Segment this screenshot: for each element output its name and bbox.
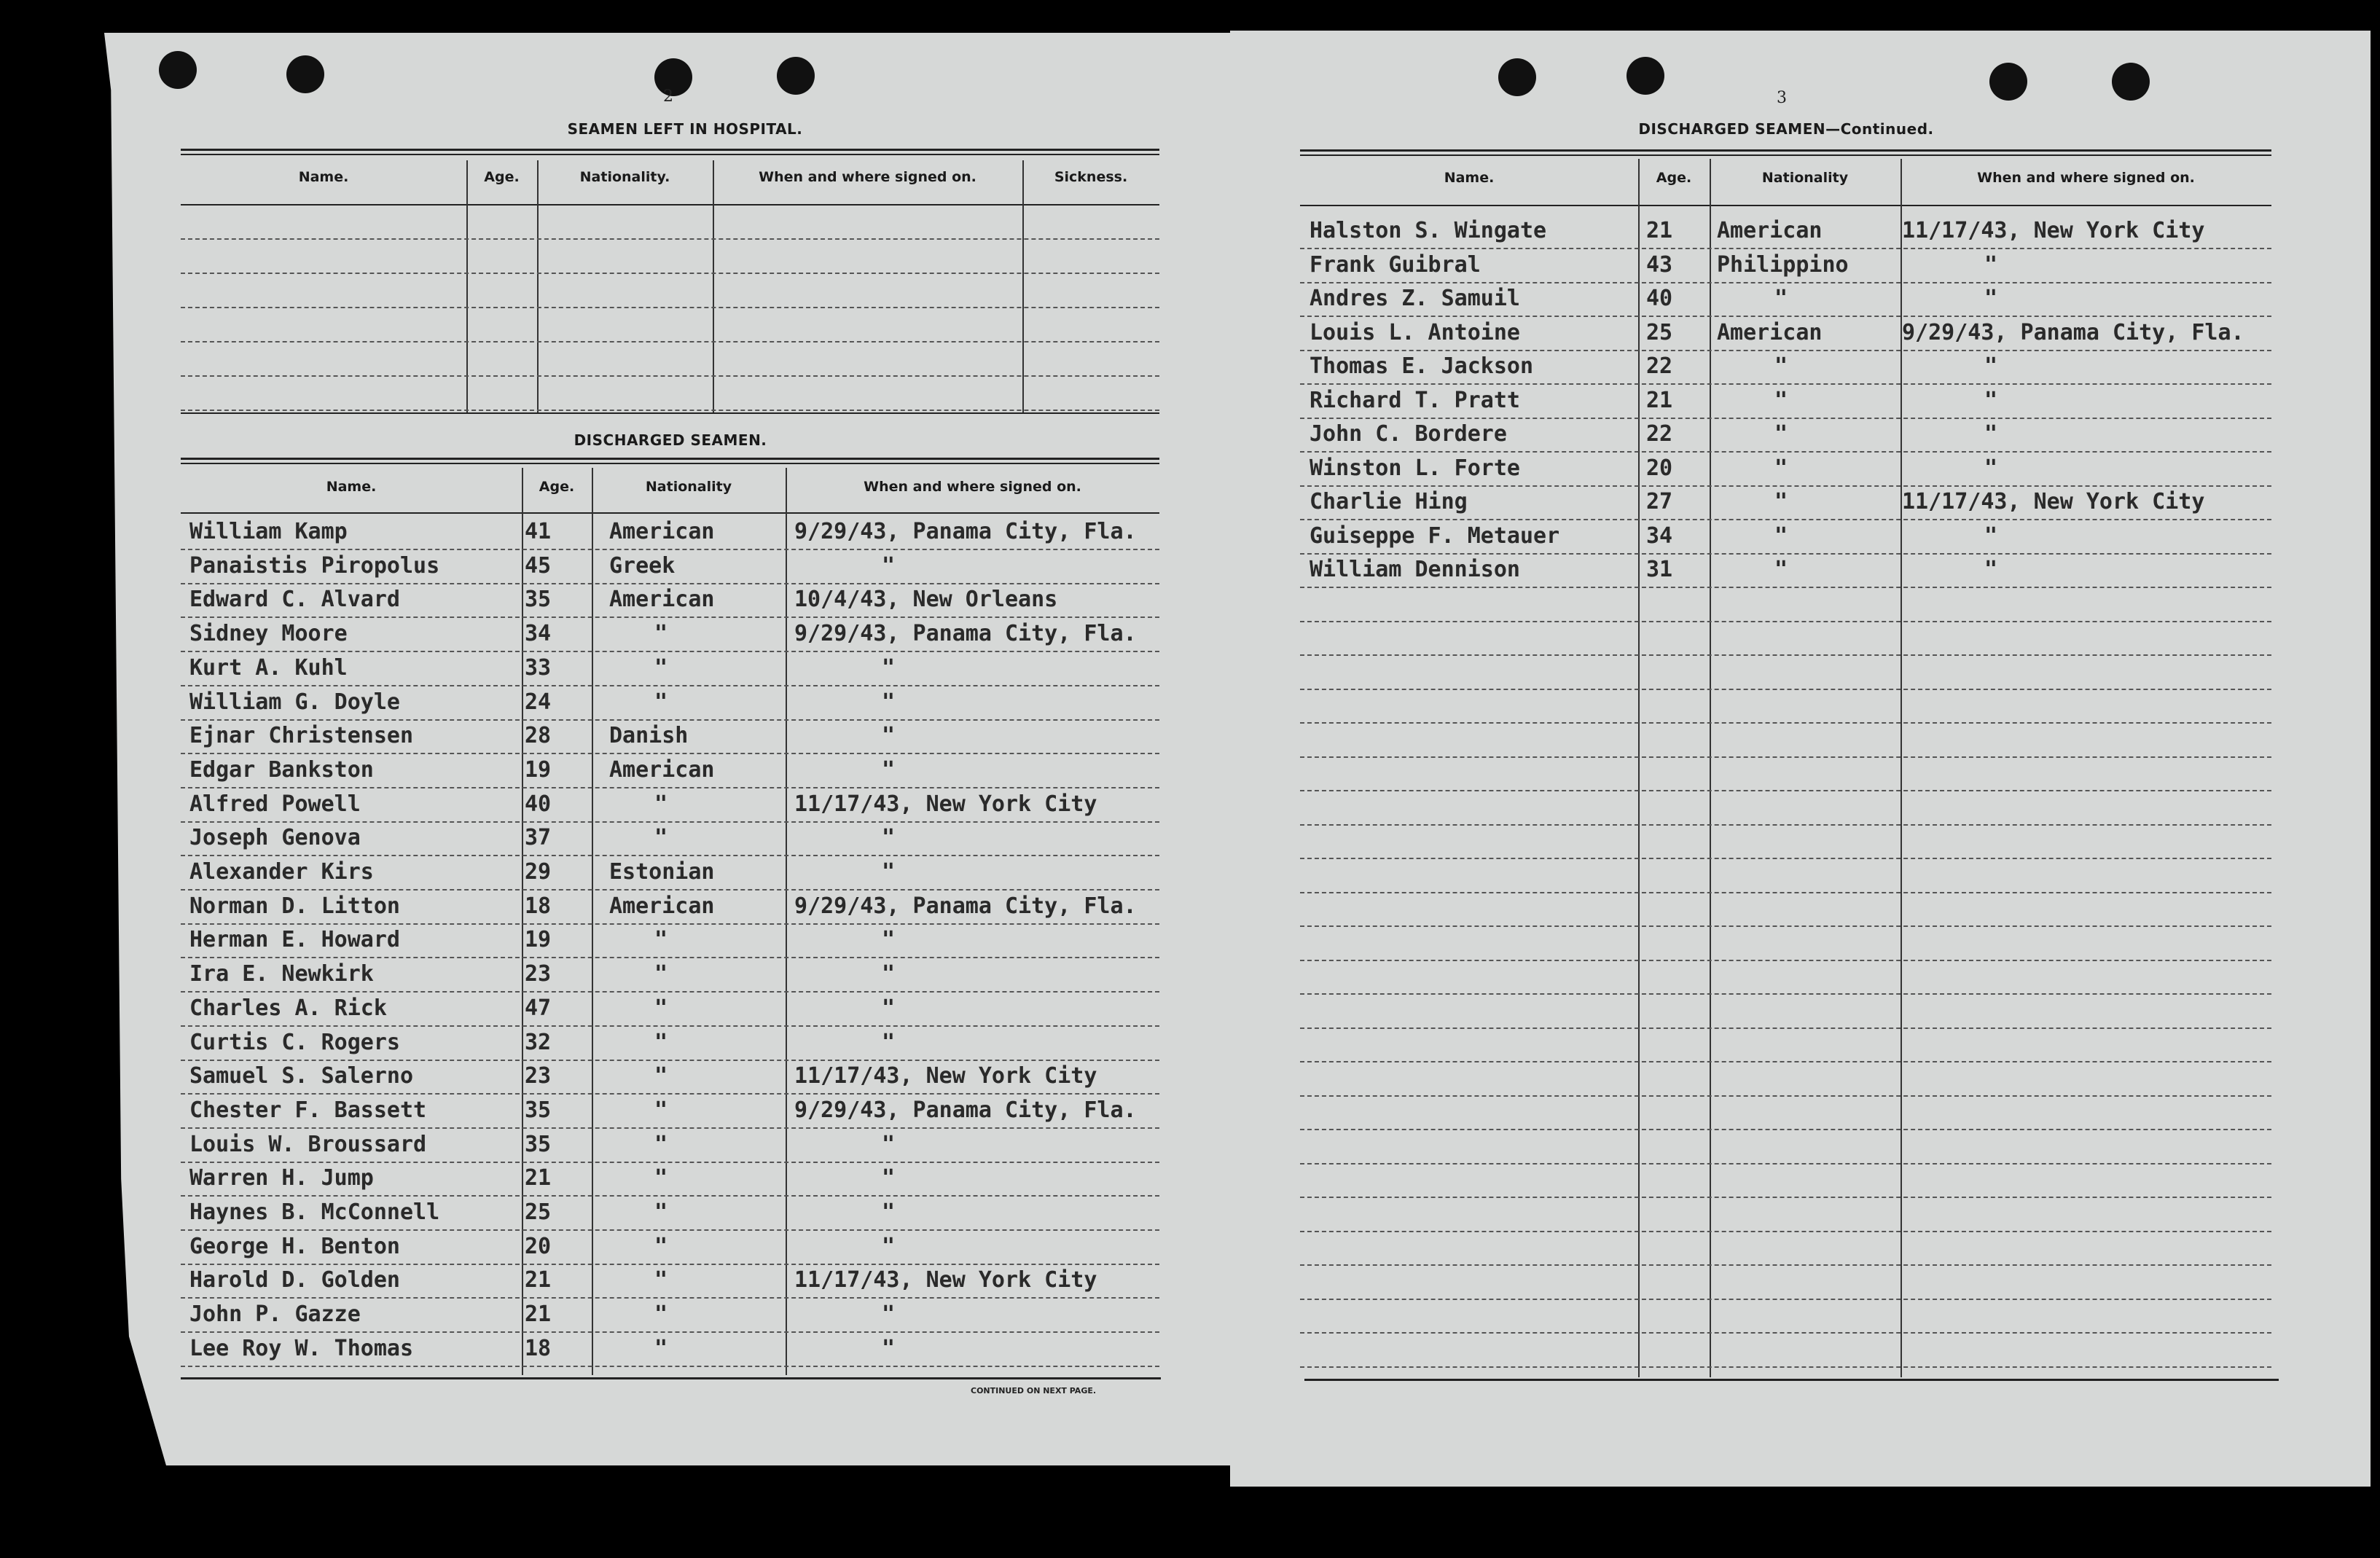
seaman-signed-on: " (882, 552, 896, 579)
seaman-nationality: " (654, 1267, 668, 1293)
row-line (1300, 282, 2271, 283)
seaman-name: George H. Benton (189, 1233, 400, 1259)
seaman-age: 35 (525, 1131, 552, 1157)
row-line (1300, 383, 2271, 385)
seaman-age: 21 (525, 1301, 552, 1328)
seaman-signed-on: 10/4/43, New Orleans (794, 587, 1058, 613)
column-divider (786, 468, 787, 1375)
seaman-name: John C. Bordere (1310, 421, 1507, 447)
seaman-age: 34 (1646, 522, 1673, 549)
row-line (1300, 689, 2271, 690)
seaman-age: 23 (525, 961, 552, 987)
seaman-signed-on: " (882, 825, 896, 851)
hospital-top-rule-2 (181, 154, 1159, 155)
row-line (1300, 1129, 2271, 1130)
discharged-header-rule (181, 512, 1159, 514)
seaman-nationality: American (609, 756, 715, 783)
right-bottom-rule (1304, 1379, 2279, 1381)
row-line (1300, 1163, 2271, 1164)
seaman-signed-on: 11/17/43, New York City (1902, 218, 2205, 243)
seaman-age: 22 (1646, 353, 1673, 379)
seaman-age: 23 (525, 1063, 552, 1089)
row-line (181, 375, 1159, 377)
seaman-signed-on: " (882, 756, 896, 783)
row-line (1300, 1095, 2271, 1097)
seaman-age: 21 (1646, 218, 1673, 243)
discharged-title: DISCHARGED SEAMEN. (574, 431, 767, 449)
seaman-nationality: " (654, 1063, 668, 1089)
discharged-top-rule (181, 458, 1159, 460)
row-line (181, 753, 1159, 754)
row-line (181, 1195, 1159, 1197)
seaman-name: Joseph Genova (189, 825, 361, 851)
seaman-name: Sidney Moore (189, 621, 348, 647)
seaman-name: Herman E. Howard (189, 927, 400, 953)
seaman-age: 31 (1646, 557, 1673, 582)
seaman-age: 18 (525, 893, 552, 919)
discharged-column-header: Nationality (645, 479, 732, 495)
seaman-name: William G. Doyle (189, 689, 400, 715)
seaman-signed-on: " (882, 859, 896, 885)
seaman-signed-on: " (882, 961, 896, 987)
row-line (1300, 790, 2271, 791)
discharged-column-header: Name. (326, 479, 377, 495)
hospital-header-rule (181, 204, 1159, 205)
row-line (1300, 1231, 2271, 1232)
seaman-age: 21 (525, 1165, 552, 1191)
seaman-signed-on: " (882, 654, 896, 681)
row-line (1300, 722, 2271, 724)
seaman-name: Ejnar Christensen (189, 723, 414, 749)
seaman-nationality: " (1774, 557, 1788, 582)
seaman-nationality: " (654, 825, 668, 851)
row-line (181, 273, 1159, 274)
right-top-rule (1300, 149, 2271, 152)
row-line (1300, 418, 2271, 419)
seaman-nationality: " (654, 1165, 668, 1191)
seaman-signed-on: " (1984, 387, 1998, 413)
seaman-signed-on: 9/29/43, Panama City, Fla. (794, 893, 1137, 919)
row-line (1300, 587, 2271, 588)
hospital-column-header: Name. (298, 169, 349, 185)
page-number-left: 2 (663, 87, 673, 106)
row-line (1300, 248, 2271, 249)
right-column-header: When and where signed on. (1977, 170, 2195, 186)
seaman-nationality: " (654, 1199, 668, 1225)
seaman-nationality: American (609, 893, 715, 919)
seaman-nationality: " (654, 1097, 668, 1123)
row-line (1300, 756, 2271, 758)
row-line (181, 1162, 1159, 1163)
seaman-age: 25 (1646, 319, 1673, 345)
seaman-age: 24 (525, 689, 552, 715)
seaman-age: 35 (525, 1097, 552, 1123)
row-line (181, 238, 1159, 240)
row-line (181, 616, 1159, 618)
row-line (181, 1297, 1159, 1299)
seaman-age: 20 (1646, 455, 1673, 481)
seaman-nationality: Philippino (1717, 251, 1849, 278)
hospital-title: SEAMEN LEFT IN HOSPITAL. (567, 120, 803, 138)
seaman-name: Guiseppe F. Metauer (1310, 522, 1560, 549)
row-line (181, 1229, 1159, 1231)
seaman-nationality: " (654, 689, 668, 715)
punch-hole (1498, 58, 1536, 96)
seaman-age: 37 (525, 825, 552, 851)
seaman-signed-on: " (1984, 353, 1998, 379)
row-line (181, 1060, 1159, 1061)
hospital-column-header: When and where signed on. (759, 169, 976, 185)
row-line (1300, 519, 2271, 520)
seaman-name: William Dennison (1310, 557, 1520, 582)
row-line (1300, 1366, 2271, 1368)
seaman-nationality: American (609, 519, 715, 544)
seaman-age: 22 (1646, 421, 1673, 447)
seaman-name: Edward C. Alvard (189, 587, 400, 613)
seaman-signed-on: " (882, 1131, 896, 1157)
seaman-name: Louis W. Broussard (189, 1131, 427, 1157)
seaman-signed-on: 11/17/43, New York City (794, 1267, 1097, 1293)
seaman-nationality: " (1774, 387, 1788, 413)
row-line (181, 889, 1159, 890)
seaman-name: Charles A. Rick (189, 995, 387, 1021)
seaman-signed-on: " (882, 927, 896, 953)
seaman-signed-on: " (882, 1233, 896, 1259)
seaman-name: Samuel S. Salerno (189, 1063, 414, 1089)
row-line (1300, 316, 2271, 317)
seaman-nationality: " (654, 1131, 668, 1157)
seaman-age: 21 (525, 1267, 552, 1293)
seaman-nationality: Greek (609, 552, 676, 579)
seaman-signed-on: 11/17/43, New York City (794, 791, 1097, 817)
seaman-age: 19 (525, 756, 552, 783)
seaman-nationality: " (1774, 421, 1788, 447)
seaman-age: 28 (525, 723, 552, 749)
row-line (181, 410, 1159, 411)
punch-hole (777, 57, 815, 95)
punch-hole (654, 58, 692, 96)
row-line (1300, 993, 2271, 995)
punch-hole (2112, 63, 2150, 101)
seaman-nationality: " (1774, 522, 1788, 549)
seaman-name: Charlie Hing (1310, 489, 1468, 514)
seaman-age: 41 (525, 519, 552, 544)
row-line (181, 1264, 1159, 1265)
row-line (181, 583, 1159, 584)
row-line (1300, 1332, 2271, 1334)
seaman-name: William Kamp (189, 519, 348, 544)
seaman-age: 43 (1646, 251, 1673, 278)
punch-hole (1989, 63, 2027, 101)
seaman-age: 45 (525, 552, 552, 579)
punch-hole (1627, 57, 1664, 95)
seaman-age: 21 (1646, 387, 1673, 413)
row-line (181, 719, 1159, 721)
seaman-name: John P. Gazze (189, 1301, 361, 1328)
row-line (181, 991, 1159, 993)
row-line (181, 341, 1159, 342)
discharged-bottom-rule (181, 1377, 1161, 1379)
seaman-age: 40 (525, 791, 552, 817)
seaman-age: 18 (525, 1335, 552, 1361)
seaman-name: Winston L. Forte (1310, 455, 1520, 481)
row-line (181, 787, 1159, 788)
hospital-bottom-rule (181, 412, 1159, 414)
row-line (181, 307, 1159, 308)
seaman-nationality: " (654, 1335, 668, 1361)
row-line (1300, 892, 2271, 893)
seaman-nationality: " (1774, 489, 1788, 514)
seaman-nationality: " (654, 1233, 668, 1259)
row-line (1300, 1061, 2271, 1062)
seaman-signed-on: 11/17/43, New York City (794, 1063, 1097, 1089)
seaman-age: 40 (1646, 286, 1673, 311)
right-column-header: Name. (1444, 170, 1495, 186)
row-line (181, 549, 1159, 550)
seaman-age: 34 (525, 621, 552, 647)
hospital-column-header: Sickness. (1054, 169, 1128, 185)
row-line (1300, 350, 2271, 351)
row-line (1300, 858, 2271, 859)
row-line (181, 821, 1159, 823)
seaman-age: 32 (525, 1029, 552, 1055)
seaman-signed-on: " (882, 1199, 896, 1225)
seaman-nationality: " (654, 1029, 668, 1055)
seaman-age: 25 (525, 1199, 552, 1225)
right-top-rule-2 (1300, 154, 2271, 156)
seaman-name: Alfred Powell (189, 791, 361, 817)
hospital-top-rule (181, 149, 1159, 151)
seaman-nationality: " (654, 995, 668, 1021)
seaman-signed-on: " (882, 995, 896, 1021)
row-line (181, 1127, 1159, 1129)
row-line (1300, 485, 2271, 487)
row-line (1300, 451, 2271, 453)
row-line (181, 957, 1159, 958)
seaman-name: Haynes B. McConnell (189, 1199, 440, 1225)
seaman-signed-on: " (1984, 557, 1998, 582)
seaman-age: 27 (1646, 489, 1673, 514)
seaman-nationality: " (654, 654, 668, 681)
seaman-name: Ira E. Newkirk (189, 961, 374, 987)
row-line (1300, 1299, 2271, 1300)
continued-note: CONTINUED ON NEXT PAGE. (971, 1386, 1097, 1395)
column-divider (522, 468, 523, 1375)
column-divider (1638, 159, 1640, 1377)
seaman-age: 35 (525, 587, 552, 613)
row-line (181, 923, 1159, 925)
seaman-signed-on: " (1984, 286, 1998, 311)
row-line (1300, 621, 2271, 622)
seaman-nationality: " (654, 927, 668, 953)
seaman-name: Edgar Bankston (189, 756, 374, 783)
row-line (1300, 553, 2271, 555)
row-line (181, 1093, 1159, 1095)
seaman-name: Kurt A. Kuhl (189, 654, 348, 681)
seaman-signed-on: " (1984, 251, 1998, 278)
seaman-name: Chester F. Bassett (189, 1097, 427, 1123)
seaman-name: Frank Guibral (1310, 251, 1481, 278)
discharged-column-header: When and where signed on. (864, 479, 1081, 495)
seaman-nationality: " (1774, 455, 1788, 481)
page-number-right: 3 (1777, 89, 1787, 107)
right-column-header: Age. (1656, 170, 1692, 186)
seaman-age: 47 (525, 995, 552, 1021)
seaman-nationality: " (654, 961, 668, 987)
seaman-nationality: American (609, 587, 715, 613)
row-line (181, 1025, 1159, 1027)
seaman-signed-on: 9/29/43, Panama City, Fla. (794, 621, 1137, 647)
seaman-name: Panaistis Piropolus (189, 552, 440, 579)
column-divider (592, 468, 593, 1375)
row-line (1300, 1264, 2271, 1266)
seaman-nationality: American (1717, 319, 1823, 345)
seaman-name: Richard T. Pratt (1310, 387, 1520, 413)
seaman-name: Norman D. Litton (189, 893, 400, 919)
seaman-nationality: " (1774, 353, 1788, 379)
seaman-signed-on: " (1984, 421, 1998, 447)
seaman-signed-on: 9/29/43, Panama City, Fla. (1902, 319, 2244, 345)
seaman-name: Curtis C. Rogers (189, 1029, 400, 1055)
row-line (1300, 824, 2271, 826)
seaman-signed-on: " (882, 1165, 896, 1191)
seaman-nationality: " (654, 1301, 668, 1328)
seaman-signed-on: 9/29/43, Panama City, Fla. (794, 519, 1137, 544)
seaman-name: Lee Roy W. Thomas (189, 1335, 414, 1361)
row-line (1300, 1027, 2271, 1029)
right-header-rule (1300, 205, 2271, 206)
seaman-signed-on: " (882, 723, 896, 749)
seaman-signed-on: " (1984, 522, 1998, 549)
hospital-column-header: Age. (484, 169, 520, 185)
seaman-signed-on: " (882, 1029, 896, 1055)
seaman-nationality: American (1717, 218, 1823, 243)
row-line (181, 651, 1159, 652)
seaman-name: Warren H. Jump (189, 1165, 374, 1191)
seaman-name: Halston S. Wingate (1310, 218, 1547, 243)
row-line (1300, 1197, 2271, 1198)
seaman-age: 29 (525, 859, 552, 885)
punch-hole (159, 51, 197, 89)
row-line (181, 685, 1159, 686)
row-line (181, 1366, 1159, 1367)
seaman-signed-on: " (882, 1335, 896, 1361)
row-line (1300, 654, 2271, 656)
seaman-name: Harold D. Golden (189, 1267, 400, 1293)
row-line (1300, 960, 2271, 961)
seaman-signed-on: " (1984, 455, 1998, 481)
seaman-nationality: Estonian (609, 859, 715, 885)
seaman-age: 33 (525, 654, 552, 681)
seaman-name: Alexander Kirs (189, 859, 374, 885)
row-line (181, 1331, 1159, 1333)
seaman-signed-on: " (882, 1301, 896, 1328)
right-column-header: Nationality (1761, 170, 1849, 186)
row-line (1300, 925, 2271, 927)
seaman-age: 20 (525, 1233, 552, 1259)
seaman-nationality: " (1774, 286, 1788, 311)
seaman-age: 19 (525, 927, 552, 953)
seaman-nationality: Danish (609, 723, 689, 749)
seaman-nationality: " (654, 621, 668, 647)
seaman-signed-on: 9/29/43, Panama City, Fla. (794, 1097, 1137, 1123)
right-title: DISCHARGED SEAMEN—Continued. (1638, 120, 1934, 138)
discharged-top-rule-2 (181, 463, 1159, 464)
seaman-signed-on: 11/17/43, New York City (1902, 489, 2205, 514)
seaman-nationality: " (654, 791, 668, 817)
hospital-column-header: Nationality. (579, 169, 670, 185)
seaman-name: Louis L. Antoine (1310, 319, 1520, 345)
seaman-name: Thomas E. Jackson (1310, 353, 1534, 379)
punch-hole (286, 55, 324, 93)
seaman-signed-on: " (882, 689, 896, 715)
row-line (181, 855, 1159, 856)
discharged-column-header: Age. (539, 479, 575, 495)
seaman-name: Andres Z. Samuil (1310, 286, 1520, 311)
